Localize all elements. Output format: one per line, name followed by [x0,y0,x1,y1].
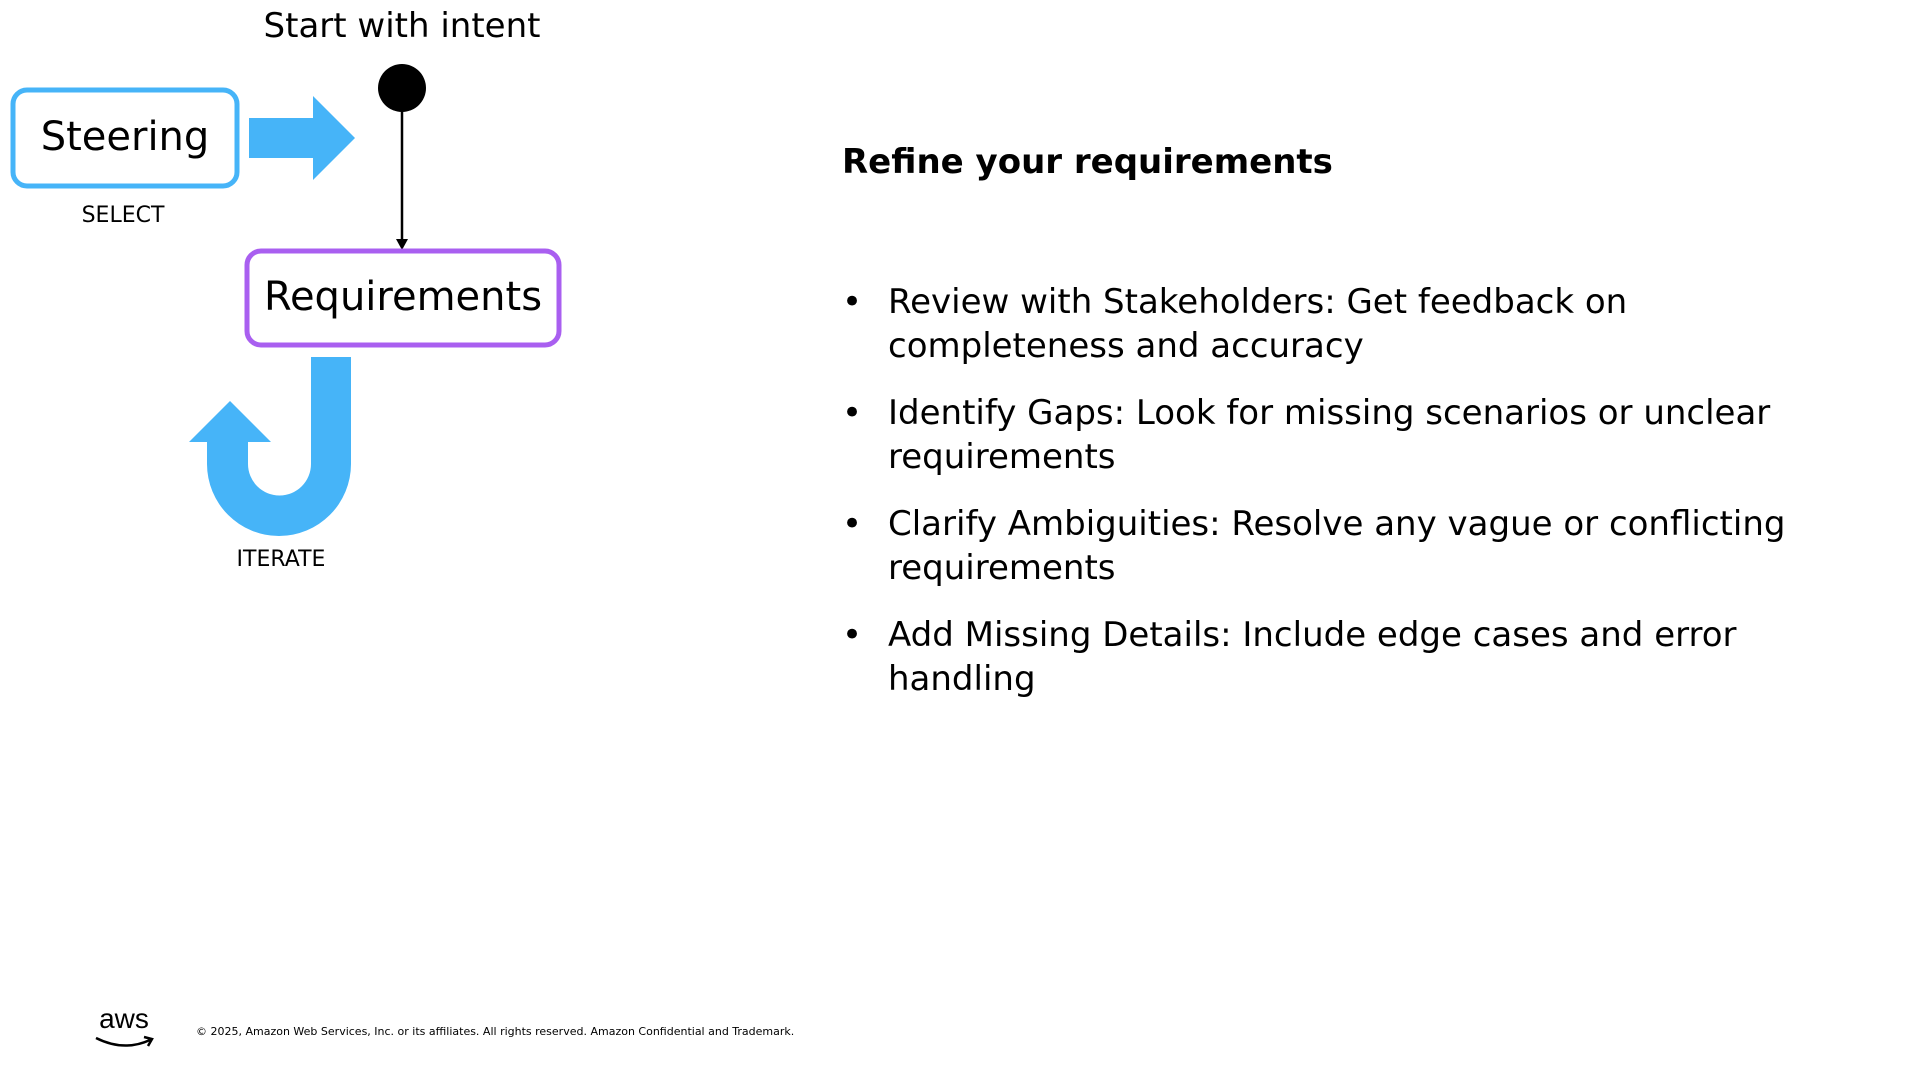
bullet-item-add-missing-details [842,613,1842,701]
bullet-item-identify-gaps [842,391,1842,479]
bullet-line: Clarify Ambiguities: Resolve any vague or conflicting [888,504,1786,544]
aws-smile-icon [96,1038,150,1046]
bullet-dot: • [842,393,863,433]
bullet-dot: • [842,615,863,655]
iterate-arrow-icon [189,357,351,536]
bullet-line: Identify Gaps: Look for missing scenarios or unclear [888,393,1771,433]
flow-diagram [0,0,800,600]
bullet-line: Add Missing Details: Include edge cases and error [888,615,1737,655]
start-node [378,64,426,112]
section-title: Refine your requirements [842,142,1333,182]
steering-label: Steering [40,114,210,160]
bullet-line: Review with Stakeholders: Get feedback on [888,282,1628,322]
bullet-line: handling [888,659,1036,699]
bullet-item-clarify-ambiguities [842,502,1842,590]
bullet-line: completeness and accuracy [888,326,1364,366]
bullet-line: requirements [888,437,1116,477]
requirements-bullet-list [842,280,1842,724]
start-with-intent-label: Start with intent [263,6,541,46]
requirements-label: Requirements [263,274,543,320]
steering-arrow-icon [249,96,355,180]
connector-arrowhead [396,239,408,250]
bullet-dot: • [842,504,863,544]
aws-logo [92,1002,162,1052]
copyright-notice: © 2025, Amazon Web Services, Inc. or its affiliates. All rights reserved. Amazon Confidential and Trademark. [196,1025,795,1038]
bullet-item-review [842,280,1842,368]
bullet-line: requirements [888,548,1116,588]
iterate-label: ITERATE [236,547,326,572]
bullet-dot: • [842,282,863,322]
select-label: SELECT [81,203,165,228]
aws-logo-text: aws [99,1003,149,1034]
